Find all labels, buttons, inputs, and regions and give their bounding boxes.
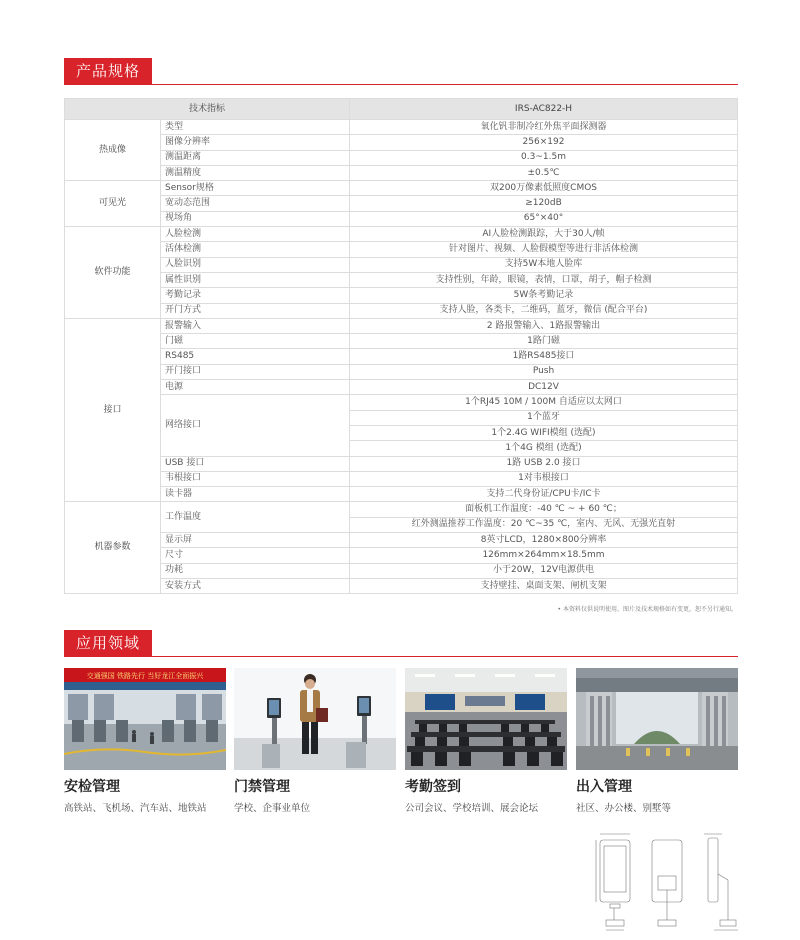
spec-value: 支持5W本地人脸库	[350, 257, 738, 272]
spec-value: 小于20W，12V电源供电	[350, 563, 738, 578]
spec-name: 尺寸	[161, 548, 350, 563]
spec-value: ≥120dB	[350, 196, 738, 211]
specs-section-line	[64, 84, 738, 85]
spec-name: 人脸检测	[161, 227, 350, 242]
app-title: 出入管理	[576, 779, 632, 795]
spec-value: 支持性别，年龄，眼镜，表情，口罩，胡子，帽子检测	[350, 272, 738, 287]
entrance-photo	[576, 668, 738, 770]
spec-name: 视场角	[161, 211, 350, 226]
table-row	[65, 502, 738, 517]
spec-value: 256×192	[350, 135, 738, 150]
spec-value: 2 路报警输入、1路报警输出	[350, 318, 738, 333]
apps-section-title: 应用领域	[64, 630, 152, 656]
spec-name: 活体检测	[161, 242, 350, 257]
spec-value: 针对图片、视频、人脸假模型等进行非活体检测	[350, 242, 738, 257]
table-row	[65, 380, 738, 395]
table-row	[65, 227, 738, 242]
table-row	[65, 533, 738, 548]
spec-name: 报警输入	[161, 318, 350, 333]
disclaimer-note: • 本资料仅供说明使用，图片及技术规格如有变更，恕不另行通知。	[557, 606, 737, 613]
spec-name: 测温距离	[161, 150, 350, 165]
apps-section-line	[64, 656, 738, 657]
spec-name: 门磁	[161, 334, 350, 349]
spec-name: 显示屏	[161, 533, 350, 548]
station-banner-text: 交通强国 铁路先行 当好龙江全面振兴	[86, 672, 204, 680]
table-row	[65, 578, 738, 593]
table-row	[65, 456, 738, 471]
spec-name: 韦根接口	[161, 471, 350, 486]
spec-value: 1个蓝牙	[350, 410, 738, 425]
spec-name: 工作温度	[161, 502, 350, 533]
table-row	[65, 364, 738, 379]
spec-value: 双200万像素低照度CMOS	[350, 181, 738, 196]
spec-name: 安装方式	[161, 578, 350, 593]
spec-value: 支持二代身份证/CPU卡/IC卡	[350, 487, 738, 502]
spec-value: Push	[350, 364, 738, 379]
app-desc: 学校、企事业单位	[234, 803, 311, 814]
spec-value: 8英寸LCD，1280×800分辨率	[350, 533, 738, 548]
app-desc: 公司会议、学校培训、展会论坛	[405, 803, 539, 814]
app-card-security	[64, 668, 226, 814]
spec-value: 1对韦根接口	[350, 471, 738, 486]
table-row	[65, 242, 738, 257]
access-photo	[234, 668, 396, 770]
spec-value: 126mm×264mm×18.5mm	[350, 548, 738, 563]
spec-name: 读卡器	[161, 487, 350, 502]
spec-name: 网络接口	[161, 395, 350, 456]
spec-value: 1个RJ45 10M / 100M 自适应以太网口	[350, 395, 738, 410]
spec-value: ±0.5℃	[350, 165, 738, 180]
header-param: 技术指标	[65, 99, 350, 120]
spec-table	[64, 98, 738, 594]
spec-value: 1路 USB 2.0 接口	[350, 456, 738, 471]
spec-name: RS485	[161, 349, 350, 364]
spec-value: 1个2.4G WIFI模组 (选配)	[350, 425, 738, 440]
spec-value: 5W条考勤记录	[350, 288, 738, 303]
header-model: IRS-AC822-H	[350, 99, 738, 120]
spec-name: 考勤记录	[161, 288, 350, 303]
spec-name: 属性识别	[161, 272, 350, 287]
app-card-entrance	[576, 668, 738, 814]
spec-name: 人脸识别	[161, 257, 350, 272]
app-card-access	[234, 668, 396, 814]
table-row	[65, 548, 738, 563]
table-row	[65, 181, 738, 196]
table-row	[65, 135, 738, 150]
spec-name: 开门方式	[161, 303, 350, 318]
spec-name: 图像分辨率	[161, 135, 350, 150]
table-row	[65, 120, 738, 135]
table-row	[65, 196, 738, 211]
attendance-photo	[405, 668, 567, 770]
security-photo	[64, 668, 226, 770]
spec-value: 面板机工作温度：-40 ℃ ~ + 60 ℃；	[350, 502, 738, 517]
spec-value: 支持人脸，各类卡，二维码，蓝牙，微信 (配合平台)	[350, 303, 738, 318]
table-row	[65, 471, 738, 486]
spec-name: 开门接口	[161, 364, 350, 379]
table-row	[65, 334, 738, 349]
app-title: 考勤签到	[405, 779, 461, 795]
table-row	[65, 349, 738, 364]
table-row	[65, 395, 738, 410]
table-row	[65, 318, 738, 333]
spec-name: 类型	[161, 120, 350, 135]
table-row	[65, 257, 738, 272]
app-desc: 高铁站、飞机场、汽车站、地铁站	[64, 803, 207, 814]
spec-category: 机器参数	[65, 502, 161, 594]
spec-value: 氧化钒非制冷红外焦平面探测器	[350, 120, 738, 135]
spec-name: USB 接口	[161, 456, 350, 471]
spec-value: 1路门磁	[350, 334, 738, 349]
spec-value: 0.3~1.5m	[350, 150, 738, 165]
table-row	[65, 487, 738, 502]
table-row	[65, 150, 738, 165]
app-title: 门禁管理	[234, 779, 290, 795]
spec-value: 1个4G 模组 (选配)	[350, 441, 738, 456]
table-row	[65, 211, 738, 226]
table-row	[65, 272, 738, 287]
spec-value: AI人脸检测跟踪，大于30人/帧	[350, 227, 738, 242]
spec-name: 功耗	[161, 563, 350, 578]
app-card-attendance	[405, 668, 567, 814]
table-row	[65, 165, 738, 180]
spec-category: 可见光	[65, 181, 161, 227]
spec-name: 测温精度	[161, 165, 350, 180]
spec-table-header	[65, 99, 738, 120]
spec-name: 电源	[161, 380, 350, 395]
spec-value: 红外测温推荐工作温度：20 ℃~35 ℃，室内、无风、无强光直射	[350, 517, 738, 532]
table-row	[65, 288, 738, 303]
spec-category: 软件功能	[65, 227, 161, 319]
app-desc: 社区、办公楼、别墅等	[576, 803, 672, 814]
table-row	[65, 563, 738, 578]
spec-value: DC12V	[350, 380, 738, 395]
specs-section-title: 产品规格	[64, 58, 152, 84]
app-title: 安检管理	[64, 779, 120, 795]
spec-name: Sensor规格	[161, 181, 350, 196]
device-dimension-drawing	[592, 828, 742, 936]
spec-category: 接口	[65, 318, 161, 502]
spec-category: 热成像	[65, 120, 161, 181]
spec-value: 1路RS485接口	[350, 349, 738, 364]
spec-value: 65°×40°	[350, 211, 738, 226]
spec-name: 宽动态范围	[161, 196, 350, 211]
spec-value: 支持壁挂、桌面支架、闸机支架	[350, 578, 738, 593]
table-row	[65, 303, 738, 318]
